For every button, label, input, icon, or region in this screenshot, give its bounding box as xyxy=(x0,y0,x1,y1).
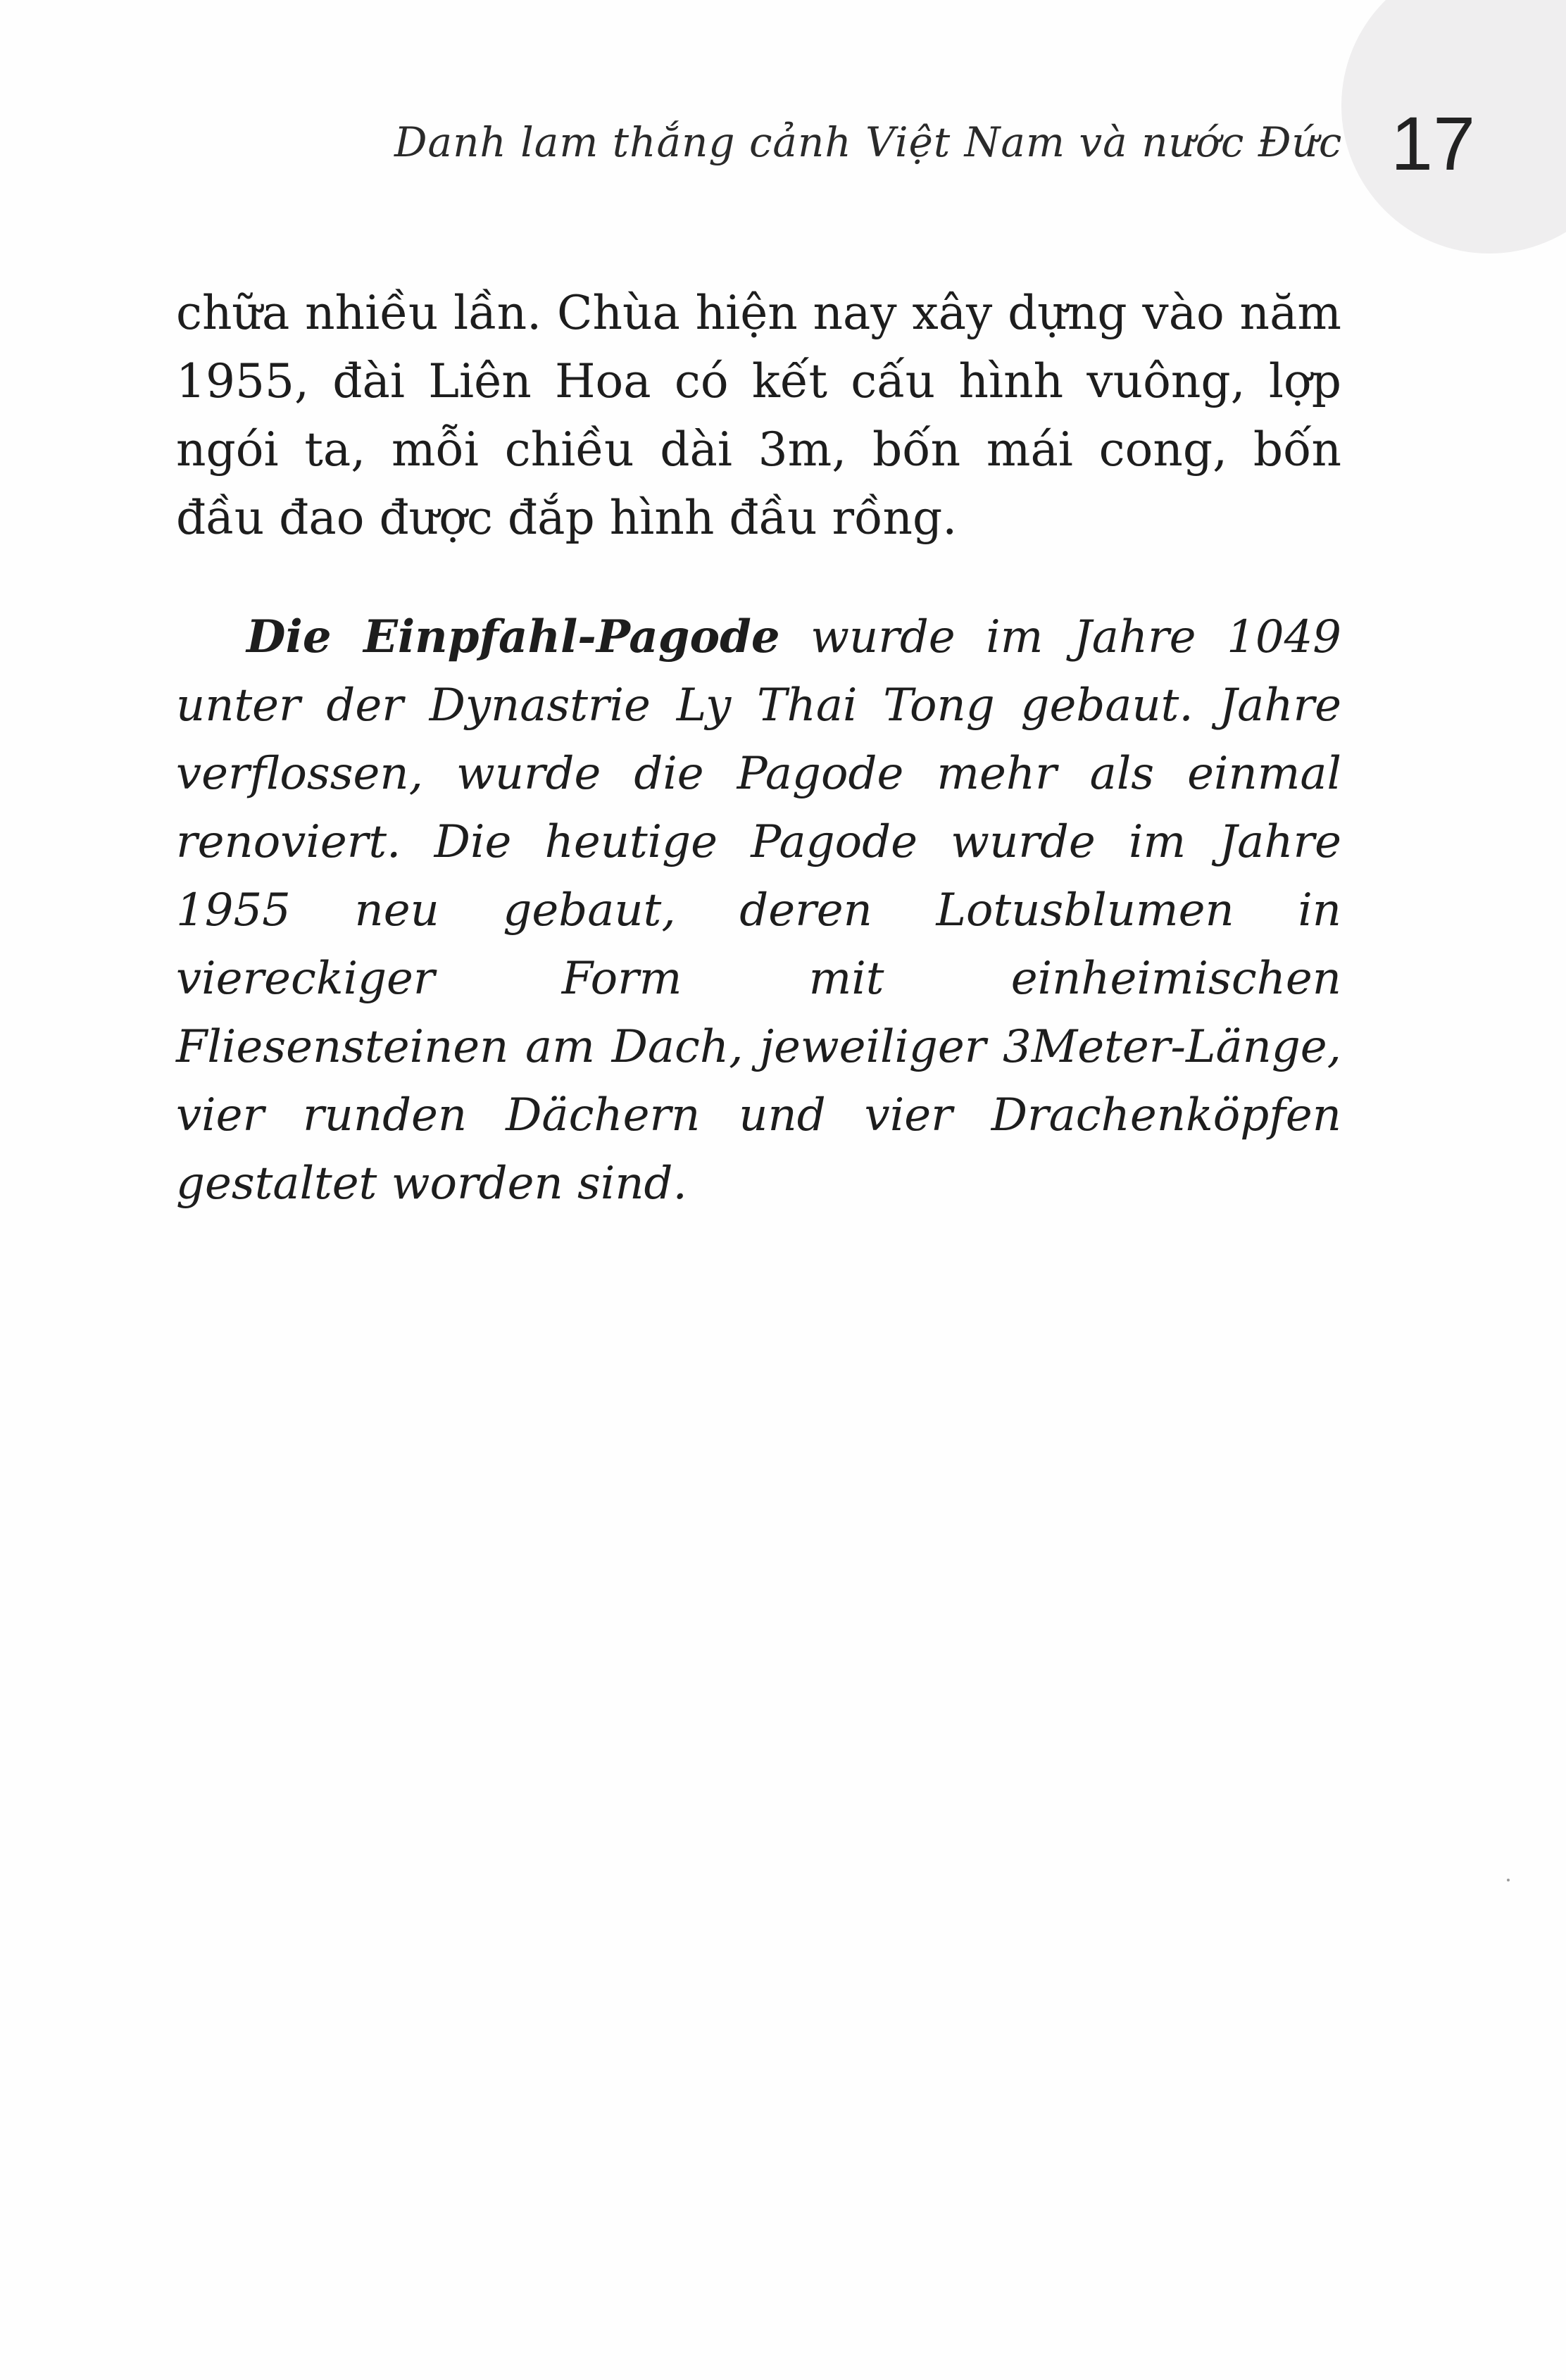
german-paragraph-lead: Die Einpfahl-Pagode xyxy=(246,610,780,663)
german-paragraph xyxy=(176,603,1341,1218)
running-header-title: Danh lam thắng cảnh Việt Nam và nước Đức xyxy=(394,118,1343,166)
page-number: 17 xyxy=(1391,101,1476,186)
vietnamese-paragraph: chữa nhiều lần. Chùa hiện nay xây dựng vào năm 1955, đài Liên Hoa có kết cấu hình vuông, lợp ngói ta, mỗi chiều dài 3m, bốn mái cong, bốn đầu đao được đắp hình đầu rồng. xyxy=(176,286,1341,545)
german-paragraph-body: wurde im Jahre 1049 unter der Dynastrie Ly Thai Tong gebaut. Jahre verflossen, wurde die Pagode mehr als einmal renoviert. Die heutige Pagode wurde im Jahre 1955 neu gebaut, deren Lotusblumen in viereckiger Form mit einheimischen Fliesensteinen am Dach, jeweiliger 3Meter-Länge, vier runden Dächern und vier Drachenköpfen gestaltet worden sind. xyxy=(176,611,1342,1210)
print-speck xyxy=(1507,1879,1510,1881)
